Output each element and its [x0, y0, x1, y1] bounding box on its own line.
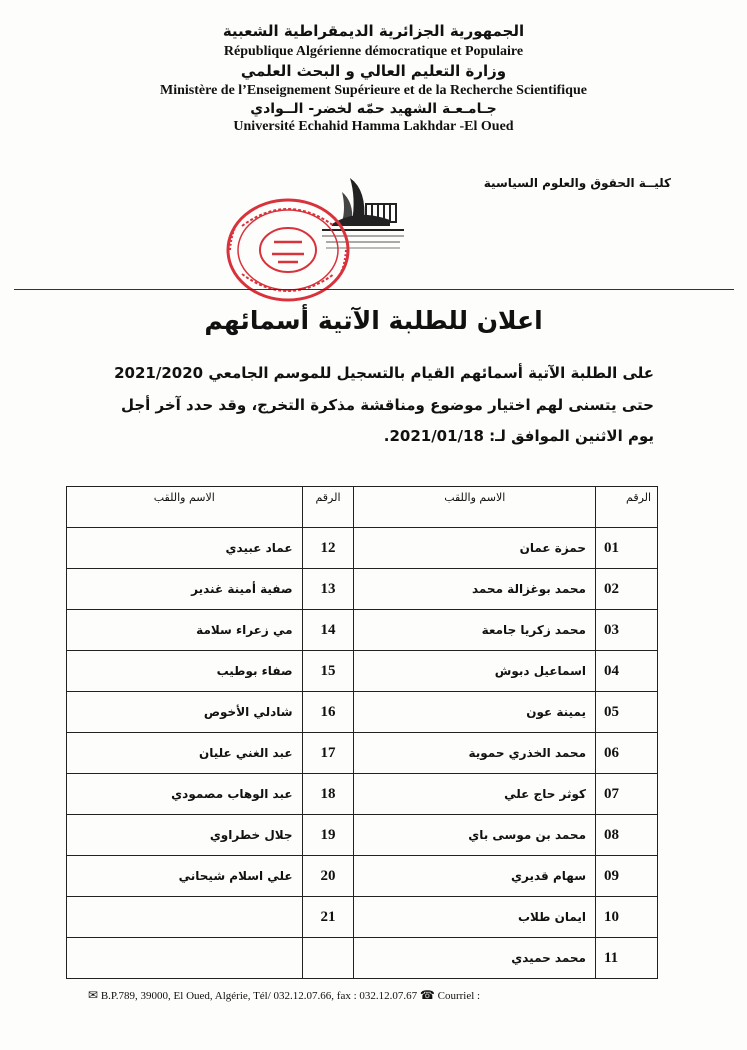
faculty-stamp [222, 196, 354, 304]
student-number-right: 11 [596, 938, 658, 979]
student-number-left: 17 [302, 733, 354, 774]
student-name-right: محمد زكريا جامعة [354, 610, 596, 651]
table-row [67, 610, 658, 651]
student-number-right: 02 [596, 569, 658, 610]
student-number-left: 16 [302, 692, 354, 733]
student-number-right: 10 [596, 897, 658, 938]
student-name-left [67, 897, 303, 938]
announcement-line-2: حتى يتسنى لهم اختيار موضوع ومناقشة مذكرة التخرج، وقد حدد آخر أجل [120, 396, 654, 414]
student-name-left [67, 938, 303, 979]
announcement-line-3: يوم الاثنين الموافق لـ: 2021/01/18. [383, 427, 654, 445]
student-name-left: صفاء بوطيب [67, 651, 303, 692]
footer-email-label: Courriel : [437, 990, 481, 1002]
table-row [67, 569, 658, 610]
student-number-left: 13 [302, 569, 354, 610]
footer-address: B.P.789, 39000, El Oued, Algérie, Tél/ 032.12.07.66, fax : 032.12.07.67 [100, 990, 418, 1002]
student-name-left: عبد الوهاب مصمودي [67, 774, 303, 815]
student-name-right: محمد حميدي [354, 938, 596, 979]
student-number-right: 06 [596, 733, 658, 774]
header-number-right: الرقم [596, 487, 658, 528]
header-number-left: الرقم [302, 487, 354, 528]
student-name-right: ايمان طلاب [354, 897, 596, 938]
student-name-right: محمد بوغزالة محمد [354, 569, 596, 610]
student-name-right: يمينة عون [354, 692, 596, 733]
student-name-left: عبد الغني عليان [67, 733, 303, 774]
students-table [66, 486, 658, 979]
student-number-left: 21 [302, 897, 354, 938]
table-row [67, 733, 658, 774]
student-name-left: صفية أمينة غندير [67, 569, 303, 610]
student-name-left: علي اسلام شيحاني [67, 856, 303, 897]
table-row [67, 938, 658, 979]
phone-icon: ☎ [419, 988, 435, 1002]
student-name-left: شادلي الأخوص [67, 692, 303, 733]
table-row [67, 692, 658, 733]
table-row [67, 651, 658, 692]
student-name-right: سهام قديري [354, 856, 596, 897]
student-number-right: 07 [596, 774, 658, 815]
announcement-line-1: على الطلبة الآتية أسمائهم القيام بالتسجيل للموسم الجامعي 2021/2020 [114, 364, 654, 382]
student-name-left: جلال خطراوي [67, 815, 303, 856]
student-number-right: 04 [596, 651, 658, 692]
table-row [67, 815, 658, 856]
table-header-row [67, 487, 658, 528]
header-name-left: الاسم واللقب [67, 487, 303, 528]
table-row [67, 774, 658, 815]
faculty-name: كليــة الحقوق والعلوم السياسية [483, 176, 671, 190]
student-number-right: 05 [596, 692, 658, 733]
university-title-ar: جـامـعـة الشهيد حمّه لخضر- الــوادي [250, 101, 497, 117]
announcement-title: اعلان للطلبة الآتية أسمائهم [204, 306, 543, 335]
student-number-left: 20 [302, 856, 354, 897]
header-name-right: الاسم واللقب [354, 487, 596, 528]
envelope-icon: ✉ [88, 988, 99, 1002]
student-name-right: كوثر حاج علي [354, 774, 596, 815]
student-name-left: عماد عبيدي [67, 528, 303, 569]
student-number-left: 18 [302, 774, 354, 815]
student-name-right: محمد الخذري حموية [354, 733, 596, 774]
header-divider [14, 289, 734, 290]
table-row [67, 856, 658, 897]
student-number-left [302, 938, 354, 979]
student-number-left: 19 [302, 815, 354, 856]
table-row [67, 897, 658, 938]
student-number-right: 03 [596, 610, 658, 651]
university-title-fr: Université Echahid Hamma Lakhdar -El Oued [233, 119, 514, 134]
table-row [67, 528, 658, 569]
student-number-left: 15 [302, 651, 354, 692]
republic-title-fr: République Algérienne démocratique et Populaire [223, 44, 524, 59]
student-number-left: 14 [302, 610, 354, 651]
student-name-right: محمد بن موسى باي [354, 815, 596, 856]
student-number-right: 01 [596, 528, 658, 569]
ministry-title-fr: Ministère de l’Enseignement Supérieure et de la Recherche Scientifique [160, 83, 587, 98]
republic-title-ar: الجمهورية الجزائرية الديمقراطية الشعبية [222, 22, 525, 40]
footer-contact [88, 988, 480, 1003]
student-number-right: 08 [596, 815, 658, 856]
student-number-left: 12 [302, 528, 354, 569]
student-name-left: مي زعراء سلامة [67, 610, 303, 651]
student-name-right: اسماعيل دبوش [354, 651, 596, 692]
ministry-title-ar: وزارة التعليم العالي و البحث العلمي [240, 62, 507, 80]
student-number-right: 09 [596, 856, 658, 897]
student-name-right: حمزة عمان [354, 528, 596, 569]
